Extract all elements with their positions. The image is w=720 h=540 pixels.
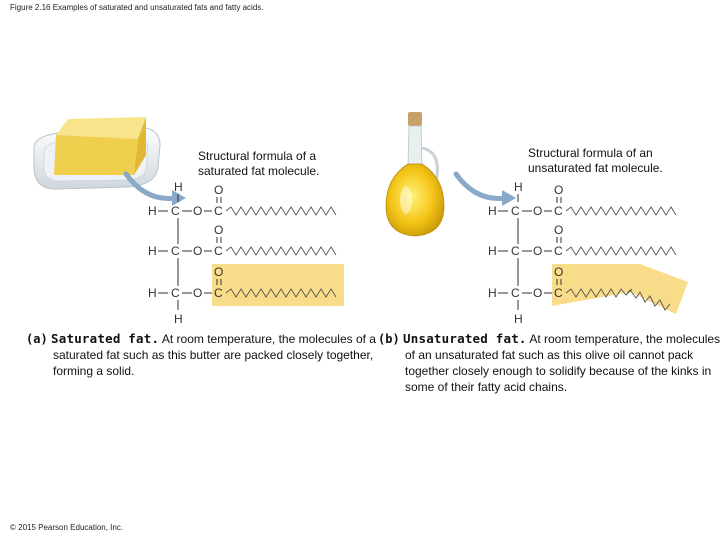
svg-text:C: C [554,286,563,300]
svg-text:C: C [214,286,223,300]
caption-b-lead: Unsaturated fat. [403,331,527,346]
svg-text:O: O [533,204,543,218]
atom-h-bottom: H [174,312,183,326]
svg-text:C: C [171,204,180,218]
svg-text:O: O [554,183,564,197]
svg-text:C: C [554,204,563,218]
svg-text:O: O [214,183,224,197]
molecule-highlight-box [212,264,344,306]
copyright-notice: © 2015 Pearson Education, Inc. [10,523,124,532]
svg-text:O: O [193,286,203,300]
caption-b-tag: (b) [378,332,400,346]
svg-text:O: O [533,286,543,300]
svg-text:C: C [511,244,520,258]
caption-a-lead: Saturated fat. [51,331,160,346]
svg-text:O: O [533,244,543,258]
caption-a [26,331,383,379]
figure-title: Figure 2.16 Examples of saturated and unsaturated fats and fatty acids. [10,3,264,12]
atom-h-top: H [514,180,523,194]
svg-text:H: H [488,204,497,218]
svg-text:O: O [554,265,564,279]
saturated-formula-label: Structural formula of a saturated fat molecule. [198,149,320,178]
atom-h-top: H [174,180,183,194]
svg-text:O: O [214,223,224,237]
svg-text:O: O [214,265,224,279]
caption-b [378,331,720,395]
unsaturated-formula-label: Structural formula of an unsaturated fat molecule. [528,146,663,175]
svg-text:H: H [148,286,157,300]
svg-text:O: O [193,244,203,258]
unsaturated-fat-molecule [480,178,695,328]
svg-text:C: C [554,244,563,258]
svg-text:H: H [148,244,157,258]
saturated-fat-molecule [140,178,355,328]
caption-a-tag: (a) [26,332,48,346]
caption-b-text: At room temperature, the molecules of an unsaturated fat such as this olive oil cannot pack together closely enough to solidify because of the kinks in some of their fatty acid chains. [405,332,720,394]
svg-text:H: H [488,286,497,300]
svg-text:C: C [171,244,180,258]
olive-oil-bottle-image [378,108,458,243]
svg-text:C: C [511,204,520,218]
caption-a-text: At room temperature, the molecules of a saturated fat such as this butter are packed closely together, forming a solid. [53,332,376,378]
svg-text:H: H [148,204,157,218]
svg-text:H: H [488,244,497,258]
atom-h-bottom: H [514,312,523,326]
svg-text:C: C [171,286,180,300]
svg-text:C: C [214,204,223,218]
svg-text:C: C [214,244,223,258]
svg-text:O: O [193,204,203,218]
svg-text:O: O [554,223,564,237]
svg-text:C: C [511,286,520,300]
